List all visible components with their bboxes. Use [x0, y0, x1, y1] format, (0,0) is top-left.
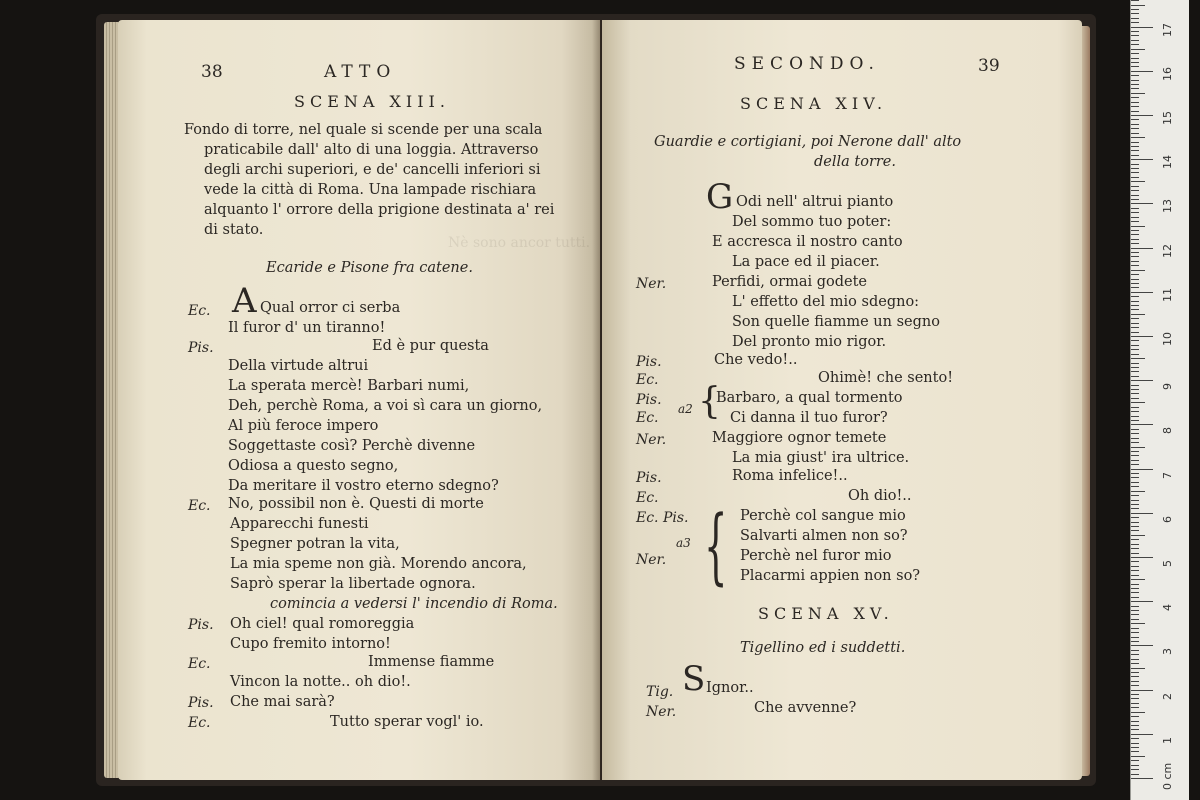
- ruler-tick: [1131, 663, 1139, 664]
- speaker: Tig.: [646, 684, 674, 700]
- ruler-tick: [1131, 712, 1145, 713]
- ruler-tick: [1131, 774, 1139, 775]
- ruler-number: 4: [1161, 604, 1174, 612]
- ruler-tick: [1131, 9, 1139, 10]
- ruler-tick: [1131, 477, 1139, 478]
- verse-line: La pace ed il piacer.: [732, 254, 880, 270]
- ruler-tick: [1131, 716, 1139, 717]
- ruler-tick: [1131, 517, 1139, 518]
- ruler-tick: [1131, 725, 1139, 726]
- ruler-tick: [1131, 756, 1145, 757]
- ruler-tick: [1131, 217, 1139, 218]
- verse-line: Al più feroce impero: [228, 418, 379, 434]
- speaker: Ec.: [636, 372, 659, 388]
- ruler-tick: [1131, 318, 1139, 319]
- speaker: Pis.: [636, 470, 662, 486]
- verse-line: Placarmi appien non so?: [740, 568, 921, 584]
- ruler-tick: [1131, 685, 1139, 686]
- scene-title: SCENA XV.: [758, 604, 894, 623]
- ruler-tick: [1131, 164, 1139, 165]
- ruler-tick: [1131, 473, 1139, 474]
- verse-line: Salvarti almen non so?: [740, 528, 908, 544]
- verse-line: Del sommo tuo poter:: [732, 214, 892, 230]
- verse-line: Tutto sperar vogl' io.: [330, 714, 484, 730]
- stage-direction: comincia a vedersi l' incendio di Roma.: [270, 596, 558, 612]
- ruler-tick: [1131, 606, 1139, 607]
- verse-line: Ed è pur questa: [372, 338, 489, 354]
- verse-line: E accresca il nostro canto: [712, 234, 903, 250]
- ruler-tick: [1131, 66, 1139, 67]
- verse-line: Saprò sperar la libertade ognora.: [230, 576, 476, 592]
- ruler-tick: [1131, 416, 1139, 417]
- ruler-tick: [1131, 287, 1139, 288]
- speaker: Ner.: [636, 552, 667, 568]
- drop-initial: A: [232, 281, 257, 321]
- verse-line: Che vedo!..: [714, 352, 798, 368]
- ruler-tick: [1131, 570, 1139, 571]
- ruler-tick: [1131, 181, 1145, 182]
- speaker: Ec.: [188, 498, 211, 514]
- ruler-number: 1: [1161, 736, 1174, 744]
- speaker: Pis.: [636, 354, 662, 370]
- ruler-tick: [1131, 146, 1139, 147]
- verse-line: Roma infelice!..: [732, 468, 848, 484]
- ruler-tick: [1131, 486, 1139, 487]
- verse-line: No, possibil non è. Questi di morte: [228, 496, 484, 512]
- ruler-tick: [1131, 628, 1139, 629]
- drop-initial: G: [706, 177, 734, 217]
- ruler-tick: [1131, 88, 1139, 89]
- ruler-tick: [1131, 155, 1139, 156]
- ruler-number: 6: [1161, 515, 1174, 523]
- verse-line: Maggiore ognor temete: [712, 430, 887, 446]
- verse-line: Odi nell' altrui pianto: [736, 194, 894, 210]
- a3-mark: a3: [676, 536, 691, 550]
- ruler-tick: [1131, 721, 1139, 722]
- ruler-tick: [1131, 58, 1139, 59]
- ruler-tick: [1131, 270, 1145, 271]
- ruler-tick: [1131, 221, 1139, 222]
- ruler-number: 11: [1161, 287, 1174, 302]
- verse-line: Ci danna il tuo furor?: [730, 410, 888, 426]
- ruler-tick: [1131, 743, 1139, 744]
- characters-line: Tigellino ed i suddetti.: [740, 640, 906, 656]
- ruler-tick: [1131, 296, 1139, 297]
- ruler-tick: [1131, 274, 1139, 275]
- running-header: SECONDO.: [734, 54, 880, 74]
- ruler-tick: [1131, 97, 1139, 98]
- ruler-tick: [1131, 119, 1139, 120]
- ruler-tick: [1131, 190, 1139, 191]
- ruler-tick: [1131, 279, 1139, 280]
- ruler-tick: [1131, 623, 1145, 624]
- ruler-tick: [1131, 27, 1153, 28]
- ruler-tick: [1131, 265, 1139, 266]
- ruler-number: 5: [1161, 560, 1174, 567]
- ruler-tick: [1131, 393, 1139, 394]
- page-number: 38: [201, 62, 223, 82]
- running-header: ATTO: [324, 62, 397, 82]
- page-number: 39: [978, 56, 1000, 76]
- verse-line: Son quelle fiamme un segno: [732, 314, 940, 330]
- ruler-tick: [1131, 230, 1139, 231]
- ruler-tick: [1131, 252, 1139, 253]
- verse-line: Spegner potran la vita,: [230, 536, 400, 552]
- verse-line: La sperata mercè! Barbari numi,: [228, 378, 470, 394]
- ruler-tick: [1131, 420, 1139, 421]
- verse-line: Che mai sarà?: [230, 694, 335, 710]
- speaker: Ner.: [646, 704, 677, 720]
- ruler-tick: [1131, 544, 1139, 545]
- ruler-tick: [1131, 261, 1139, 262]
- drop-initial: S: [682, 659, 706, 699]
- ruler-tick: [1131, 389, 1139, 390]
- ruler-tick: [1131, 340, 1139, 341]
- ruler-tick: [1131, 137, 1145, 138]
- ruler-tick: [1131, 482, 1139, 483]
- ruler-number: 2: [1161, 692, 1174, 700]
- ruler-tick: [1131, 460, 1139, 461]
- speaker: Ec.: [188, 715, 211, 731]
- ruler-tick: [1131, 44, 1139, 45]
- ruler-tick: [1131, 676, 1139, 677]
- ruler-tick: [1131, 495, 1139, 496]
- ruler-tick: [1131, 561, 1139, 562]
- ruler-tick: [1131, 729, 1139, 730]
- ruler-tick: [1131, 380, 1153, 381]
- speaker: Ec.: [188, 303, 211, 319]
- ruler-tick: [1131, 367, 1139, 368]
- ruler-number: 12: [1161, 243, 1174, 258]
- ruler-tick: [1131, 115, 1153, 116]
- ruler-tick: [1131, 243, 1139, 244]
- ruler-tick: [1131, 31, 1139, 32]
- verse-line: Oh ciel! qual romoreggia: [230, 616, 415, 632]
- ruler-tick: [1131, 429, 1139, 430]
- ruler-tick: [1131, 681, 1139, 682]
- speaker: Ner.: [636, 276, 667, 292]
- verse-line: Immense fiamme: [368, 654, 495, 670]
- ruler-tick: [1131, 584, 1139, 585]
- verse-line: Barbaro, a qual tormento: [716, 390, 903, 406]
- ruler-tick: [1131, 451, 1139, 452]
- verse-line: Cupo fremito intorno!: [230, 636, 391, 652]
- ruler-number: 9: [1161, 383, 1174, 391]
- ruler-tick: [1131, 535, 1145, 536]
- ruler-tick: [1131, 455, 1139, 456]
- brace-a2: {: [698, 381, 721, 422]
- brace-a3: {: [704, 499, 728, 594]
- ruler-tick: [1131, 619, 1139, 620]
- ruler-number: 8: [1161, 427, 1174, 435]
- measuring-ruler: [1130, 0, 1189, 800]
- ruler-tick: [1131, 530, 1139, 531]
- a2-mark: a2: [678, 402, 693, 416]
- ruler-tick: [1131, 363, 1139, 364]
- ruler-tick: [1131, 309, 1139, 310]
- ruler-tick: [1131, 371, 1139, 372]
- ruler-tick: [1131, 22, 1139, 23]
- ruler-tick: [1131, 464, 1139, 465]
- ruler-tick: [1131, 747, 1139, 748]
- ruler-tick: [1131, 177, 1139, 178]
- ruler-tick: [1131, 203, 1153, 204]
- speaker: Ner.: [636, 432, 667, 448]
- ruler-tick: [1131, 305, 1139, 306]
- verse-line: Odiosa a questo segno,: [228, 458, 399, 474]
- ruler-tick: [1131, 376, 1139, 377]
- ruler-tick: [1131, 18, 1139, 19]
- ruler-tick: [1131, 84, 1139, 85]
- ruler-tick: [1131, 769, 1139, 770]
- ruler-tick: [1131, 698, 1139, 699]
- ruler-tick: [1131, 601, 1153, 602]
- ruler-tick: [1131, 128, 1139, 129]
- ruler-tick: [1131, 358, 1145, 359]
- verse-line: Ohimè! che sento!: [818, 370, 954, 386]
- characters-line: Guardie e cortigiani, poi Nerone dall' alto: [654, 134, 962, 150]
- ruler-tick: [1131, 5, 1145, 6]
- ruler-tick: [1131, 53, 1139, 54]
- verse-line: Vincon la notte.. oh dio!.: [230, 674, 411, 690]
- ruler-tick: [1131, 336, 1153, 337]
- ruler-tick: [1131, 592, 1139, 593]
- ruler-tick: [1131, 659, 1139, 660]
- ruler-tick: [1131, 102, 1139, 103]
- ruler-tick: [1131, 632, 1139, 633]
- ruler-number: 15: [1161, 111, 1174, 125]
- ruler-tick: [1131, 208, 1139, 209]
- verse-line: Da meritare il vostro eterno sdegno?: [228, 478, 499, 494]
- ruler-tick: [1131, 314, 1145, 315]
- ruler-tick: [1131, 106, 1139, 107]
- ruler-tick: [1131, 694, 1139, 695]
- ruler-tick: [1131, 703, 1139, 704]
- ruler-tick: [1131, 124, 1139, 125]
- ruler-number: 10: [1161, 332, 1174, 346]
- ruler-tick: [1131, 402, 1145, 403]
- ruler-tick: [1131, 234, 1139, 235]
- ruler-tick: [1131, 40, 1139, 41]
- right-page: [602, 20, 1082, 780]
- verse-line: Della virtude altrui: [228, 358, 369, 374]
- speaker: Pis.: [188, 617, 214, 633]
- verse-line: La mia speme non già. Morendo ancora,: [230, 556, 527, 572]
- bleed-through: Nè sono ancor tutti.: [448, 235, 591, 251]
- ruler-tick: [1131, 738, 1139, 739]
- verse-line: Deh, perchè Roma, a voi sì cara un giorno,: [228, 398, 543, 414]
- ruler-tick: [1131, 142, 1139, 143]
- speaker: Ec.: [636, 410, 659, 426]
- ruler-tick: [1131, 323, 1139, 324]
- ruler-tick: [1131, 526, 1139, 527]
- ruler-tick: [1131, 71, 1153, 72]
- ruler-tick: [1131, 159, 1153, 160]
- ruler-tick: [1131, 424, 1153, 425]
- ruler-tick: [1131, 548, 1139, 549]
- ruler-tick: [1131, 778, 1153, 779]
- verse-line: Oh dio!..: [848, 488, 912, 504]
- ruler-tick: [1131, 150, 1139, 151]
- ruler-number: 13: [1161, 199, 1174, 214]
- speaker: Ec.: [188, 656, 211, 672]
- characters-line: Ecaride e Pisone fra catene.: [266, 260, 473, 276]
- scene-title: SCENA XIV.: [740, 94, 888, 113]
- ruler-tick: [1131, 500, 1139, 501]
- ruler-tick: [1131, 75, 1139, 76]
- ruler-tick: [1131, 168, 1139, 169]
- ruler-tick: [1131, 292, 1153, 293]
- ruler-tick: [1131, 283, 1139, 284]
- ruler-number: 14: [1161, 155, 1174, 170]
- ruler-tick: [1131, 199, 1139, 200]
- ruler-tick: [1131, 469, 1153, 470]
- ruler-tick: [1131, 248, 1153, 249]
- verse-line: Qual orror ci serba: [260, 300, 401, 316]
- speaker: Ec. Pis.: [636, 510, 689, 526]
- ruler-tick: [1131, 447, 1145, 448]
- ruler-number: 16: [1161, 66, 1174, 81]
- ruler-tick: [1131, 760, 1139, 761]
- ruler-tick: [1131, 610, 1139, 611]
- ruler-tick: [1131, 734, 1153, 735]
- ruler-tick: [1131, 504, 1139, 505]
- ruler-tick: [1131, 49, 1145, 50]
- speaker: Ec.: [636, 490, 659, 506]
- ruler-tick: [1131, 614, 1139, 615]
- ruler-tick: [1131, 111, 1139, 112]
- ruler-tick: [1131, 597, 1139, 598]
- speaker: Pis.: [188, 695, 214, 711]
- verse-line: Apparecchi funesti: [230, 516, 369, 532]
- ruler-tick: [1131, 385, 1139, 386]
- verse-line: Il furor d' un tiranno!: [228, 320, 386, 336]
- ruler-tick: [1131, 345, 1139, 346]
- ruler-tick: [1131, 579, 1145, 580]
- ruler-tick: [1131, 522, 1139, 523]
- ruler-tick: [1131, 186, 1139, 187]
- ruler-tick: [1131, 690, 1153, 691]
- scene-title: SCENA XIII.: [294, 92, 450, 111]
- ruler-tick: [1131, 195, 1139, 196]
- ruler-tick: [1131, 407, 1139, 408]
- ruler-tick: [1131, 332, 1139, 333]
- ruler-tick: [1131, 765, 1139, 766]
- ruler-number: 3: [1161, 648, 1174, 656]
- ruler-tick: [1131, 557, 1153, 558]
- ruler-tick: [1131, 707, 1139, 708]
- ruler-tick: [1131, 0, 1139, 1]
- ruler-tick: [1131, 411, 1139, 412]
- verse-line: Perfidi, ormai godete: [712, 274, 868, 290]
- verse-line: Soggettaste così? Perchè divenne: [228, 438, 476, 454]
- ruler-number: 17: [1161, 22, 1174, 37]
- ruler-tick: [1131, 513, 1153, 514]
- verse-line: La mia giust' ira ultrice.: [732, 450, 910, 466]
- ruler-tick: [1131, 641, 1139, 642]
- ruler-tick: [1131, 575, 1139, 576]
- verse-line: Ignor..: [706, 680, 754, 696]
- ruler-tick: [1131, 539, 1139, 540]
- ruler-tick: [1131, 438, 1139, 439]
- ruler-tick: [1131, 668, 1145, 669]
- verse-line: Del pronto mio rigor.: [732, 334, 887, 350]
- ruler-tick: [1131, 433, 1139, 434]
- ruler-tick: [1131, 654, 1139, 655]
- speaker: Pis.: [188, 340, 214, 356]
- ruler-unit-label: 0 cm: [1161, 762, 1174, 790]
- ruler-tick: [1131, 645, 1153, 646]
- ruler-tick: [1131, 650, 1139, 651]
- ruler-tick: [1131, 239, 1139, 240]
- ruler-tick: [1131, 442, 1139, 443]
- ruler-tick: [1131, 133, 1139, 134]
- ruler-tick: [1131, 672, 1139, 673]
- verse-line: Perchè col sangue mio: [740, 508, 906, 524]
- ruler-tick: [1131, 566, 1139, 567]
- speaker: Pis.: [636, 392, 662, 408]
- ruler-tick: [1131, 212, 1139, 213]
- verse-line: L' effetto del mio sdegno:: [732, 294, 920, 310]
- ruler-tick: [1131, 508, 1139, 509]
- ruler-tick: [1131, 226, 1145, 227]
- ruler-tick: [1131, 13, 1139, 14]
- ruler-tick: [1131, 349, 1139, 350]
- verse-line: Perchè nel furor mio: [740, 548, 892, 564]
- ruler-tick: [1131, 637, 1139, 638]
- ruler-tick: [1131, 93, 1145, 94]
- ruler-tick: [1131, 62, 1139, 63]
- ruler-tick: [1131, 398, 1139, 399]
- ruler-number: 7: [1161, 471, 1174, 479]
- ruler-tick: [1131, 588, 1139, 589]
- ruler-tick: [1131, 354, 1139, 355]
- left-page: Nè sono ancor tutti. 38 ATTO SCENA XIII. Fondo di torre, nel quale si scende per una scala praticabile dall' alto di una loggia. Attraverso degli archi superiori, e de' cancelli inferiori si vede la città di Roma. Una lampade rischiara alquanto l' orrore della prigione destinata a' rei di stato. Ecaride e Pisone fra catene. Ec. A Qual orror ci serba Il furor d' un tiranno! Pis. Ed è pur questa Della virtude altrui La sperata mercè! Barbari numi, Deh, perchè Roma, a voi sì cara un giorno, Al più feroce impero Soggettaste così? Perchè divenne Odiosa a questo segno, Da meritare il vostro eterno sdegno? Ec. No, possibil non è. Questi di morte Apparecchi funesti Spegner potran la vita, La mia speme non già. Morendo ancora, Saprò sperar la libertade ognora. comincia a vedersi l' incendio di Roma. Pis. Oh ciel! qual romoreggia Cupo fremito intorno! Ec. Immense fiamme Vincon la notte.. oh dio!. Pis. Che mai sarà? Ec. Tutto sperar vogl' io.: [118, 20, 600, 780]
- characters-line: della torre.: [814, 154, 897, 170]
- ruler-tick: [1131, 256, 1139, 257]
- verse-line: Che avvenne?: [754, 700, 857, 716]
- ruler-tick: [1131, 751, 1139, 752]
- ruler-tick: [1131, 301, 1139, 302]
- ruler-tick: [1131, 327, 1139, 328]
- ruler-tick: [1131, 491, 1145, 492]
- ruler-tick: [1131, 553, 1139, 554]
- ruler-tick: [1131, 35, 1139, 36]
- ruler-tick: [1131, 172, 1139, 173]
- ruler-tick: [1131, 80, 1139, 81]
